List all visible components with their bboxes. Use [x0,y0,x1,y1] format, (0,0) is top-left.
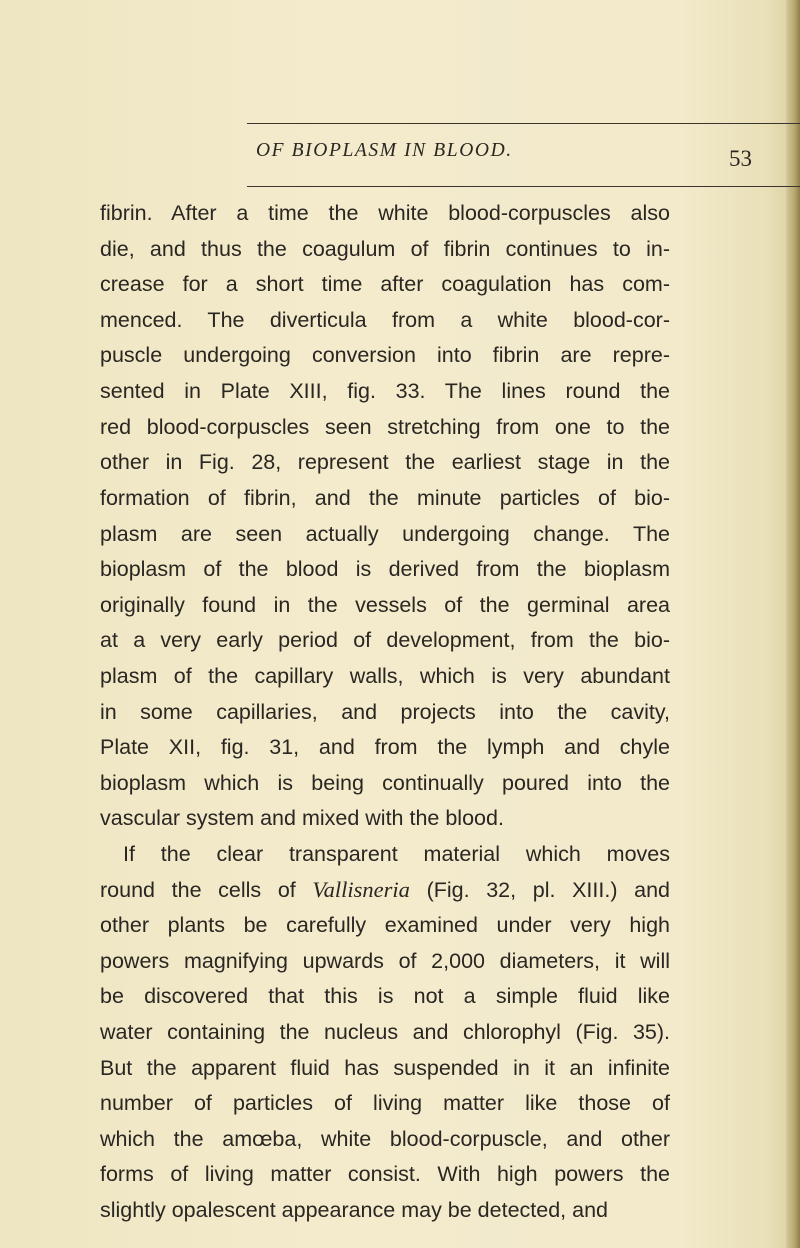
text-line: formation of fibrin, and the minute particles of bio- [100,485,670,510]
text-line: sented in Plate XIII, fig. 33. The lines round the [100,379,670,403]
text-line: water containing the nucleus and chlorophyl (Fig. 35). [100,1020,670,1044]
text-line: red blood-corpuscles seen stretching from one to the [100,414,670,439]
header-rule-bottom [247,186,800,187]
text-line [100,876,670,904]
header-rule-top [247,123,800,124]
text-line: number of particles of living matter like those of [100,1091,670,1116]
text-line: Plate XII, fig. 31, and from the lymph and chyle [100,735,670,760]
text-line: which the amœba, white blood-corpuscle, and other [100,1126,670,1151]
text-line: If the clear transparent material which moves [123,841,670,866]
text-line: crease for a short time after coagulation has com- [100,272,670,297]
text-line: originally found in the vessels of the germinal area [100,592,670,617]
text-line: powers magnifying upwards of 2,000 diameters, it will [100,948,670,973]
page-edge [786,0,800,1248]
text-line: plasm of the capillary walls, which is very abundant [100,663,670,688]
text-line: other plants be carefully examined under very high [100,913,670,938]
text-line: forms of living matter consist. With high powers the [100,1162,670,1187]
text-run: round the cells of [100,877,313,902]
text-line: be discovered that this is not a simple fluid like [100,984,670,1009]
text-line: slightly opalescent appearance may be detected, and [100,1198,608,1222]
running-head: OF BIOPLASM IN BLOOD. [256,140,513,161]
page-number: 53 [729,146,752,171]
text-line: die, and thus the coagulum of fibrin continues to in- [100,236,670,261]
text-line: plasm are seen actually undergoing change. The [100,521,670,546]
text-line: But the apparent fluid has suspended in it an infinite [100,1055,670,1080]
text-line: other in Fig. 28, represent the earliest stage in the [100,450,670,475]
italic-term: Vallisneria [312,876,410,902]
text-line: vascular system and mixed with the blood. [100,806,504,831]
text-line: in some capillaries, and projects into the cavity, [100,699,670,724]
text-line: fibrin. After a time the white blood-corpuscles also [100,201,670,225]
text-line: menced. The diverticula from a white blood-cor- [100,307,670,332]
text-line: bioplasm of the blood is derived from the bioplasm [100,557,670,582]
text-line: bioplasm which is being continually poured into the [100,770,670,795]
text-line: puscle undergoing conversion into fibrin are repre- [100,343,670,368]
text-line: at a very early period of development, from the bio- [100,628,670,653]
text-run: (Fig. 32, pl. XIII.) and [409,877,671,902]
